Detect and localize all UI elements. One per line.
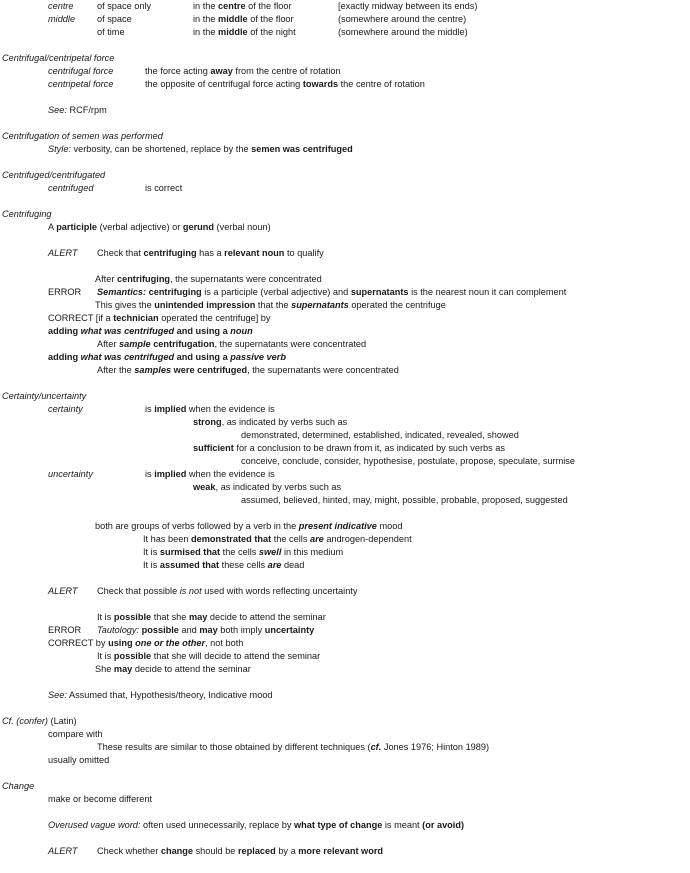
text-run: relevant noun <box>224 248 285 258</box>
text-run: (somewhere around the middle) <box>338 27 468 37</box>
text-run: centrifuging <box>143 248 197 258</box>
text-run: of the night <box>247 27 296 37</box>
text-run: sample <box>118 339 151 349</box>
text-line <box>48 625 81 636</box>
text-run: that she <box>151 612 189 622</box>
text-line <box>338 14 466 25</box>
text-run: and <box>178 625 200 635</box>
text-run: when the evidence is <box>186 404 275 414</box>
text-line <box>97 365 399 376</box>
text-run: is a participle (verbal adjective) and <box>201 287 351 297</box>
text-run: (verbal noun) <box>213 222 271 232</box>
text-run: , not both <box>205 638 244 648</box>
text-run: It is <box>97 651 114 661</box>
text-run: centrifuged <box>48 183 94 193</box>
text-line <box>241 430 519 441</box>
text-run: adding <box>48 352 81 362</box>
text-run: may <box>188 612 208 622</box>
text-run: centripetal force <box>48 79 114 89</box>
entry-heading <box>2 53 114 64</box>
text-run: are <box>309 534 324 544</box>
text-run: supernatants <box>350 287 409 297</box>
text-run: to qualify <box>284 248 324 258</box>
text-run: CORRECT by <box>48 638 109 648</box>
text-run: for a conclusion to be drawn from it, as indicated by such verbs as <box>233 443 506 453</box>
text-run: using <box>108 638 136 648</box>
text-run: After <box>95 274 117 284</box>
text-run: is correct <box>145 183 183 193</box>
text-line <box>97 1 151 12</box>
text-run: noun <box>230 326 253 336</box>
text-run: the cells <box>220 547 259 557</box>
text-run: change <box>160 846 194 856</box>
text-line <box>95 521 402 532</box>
text-run: [exactly midway between its ends) <box>338 1 478 11</box>
text-run: one or the other <box>135 638 206 648</box>
text-line <box>48 794 152 805</box>
text-run: decide to attend the seminar <box>207 612 326 622</box>
text-run: in this medium <box>281 547 344 557</box>
text-line <box>338 1 477 12</box>
text-line <box>145 404 275 415</box>
text-run: It is <box>143 560 160 570</box>
text-run: compare with <box>48 729 103 739</box>
text-run: (somewhere around the centre) <box>338 14 467 24</box>
text-line <box>193 417 347 428</box>
text-line <box>145 469 275 480</box>
text-run: , the supernatants were concentrated <box>214 339 367 349</box>
text-run: Cf. (confer) <box>2 716 48 726</box>
text-run: It is <box>97 612 114 622</box>
text-line <box>48 66 113 77</box>
text-run: After the <box>97 365 135 375</box>
text-run: is not <box>179 586 202 596</box>
text-run: what type of change <box>294 820 383 830</box>
text-run: RCF/rpm <box>66 105 107 115</box>
text-run: ERROR <box>48 625 82 635</box>
text-run: assumed that <box>159 560 220 570</box>
text-line <box>241 495 568 506</box>
text-line <box>241 456 575 467</box>
text-line <box>193 1 292 12</box>
text-run: possible <box>113 651 152 661</box>
text-run: participle <box>56 222 98 232</box>
text-line <box>48 820 464 831</box>
text-line <box>48 14 75 25</box>
entry-heading <box>2 716 77 727</box>
text-run: uncertainty <box>48 469 93 479</box>
text-run: both imply <box>217 625 265 635</box>
text-run: of the floor <box>247 14 294 24</box>
text-run: in the <box>193 27 219 37</box>
text-line <box>48 326 253 337</box>
text-line <box>48 690 273 701</box>
text-run: and using a <box>174 326 231 336</box>
text-line <box>48 313 271 324</box>
text-run: possible <box>141 625 179 635</box>
text-run: supernatants <box>291 300 349 310</box>
text-run: centrifugal force <box>48 66 114 76</box>
text-run: strong <box>193 417 222 427</box>
text-run: conceive, conclude, consider, hypothesise, postulate, propose, speculate, surmise <box>241 456 576 466</box>
text-run: the cells <box>271 534 310 544</box>
text-run: See: <box>48 690 67 700</box>
text-run: , the supernatants were concentrated <box>170 274 322 284</box>
text-run: Jones 1976; Hinton 1989) <box>381 742 490 752</box>
text-run: is <box>145 404 155 414</box>
text-run: in the <box>193 14 219 24</box>
text-line <box>97 846 383 857</box>
text-run: ALERT <box>48 586 78 596</box>
text-line <box>48 729 103 740</box>
text-run: Tautology: <box>97 625 140 635</box>
text-line <box>48 105 107 116</box>
text-run: adding <box>48 326 81 336</box>
text-line <box>48 846 77 857</box>
text-run: swell <box>258 547 282 557</box>
text-run: , as indicated by verbs such as <box>215 482 342 492</box>
text-run: what was centrifuged <box>80 326 175 336</box>
text-run: mood <box>376 521 403 531</box>
text-run: towards <box>302 79 339 89</box>
text-run: were centrifuged <box>171 365 248 375</box>
text-run: possible <box>113 612 152 622</box>
text-run: present indicative <box>298 521 377 531</box>
text-line <box>97 287 566 298</box>
text-run: centrifuging <box>148 287 202 297</box>
text-run: has a <box>196 248 225 258</box>
text-line <box>97 27 125 38</box>
text-run: implied <box>154 469 187 479</box>
text-run: of time <box>97 27 125 37</box>
text-line <box>95 274 322 285</box>
text-line <box>48 79 113 90</box>
entry-heading <box>2 209 52 220</box>
text-run: , the supernatants were concentrated <box>247 365 399 375</box>
text-run: operated the centrifuge <box>348 300 446 310</box>
text-run: cf. <box>370 742 382 752</box>
entry-heading <box>2 391 86 402</box>
text-run: uncertainty <box>264 625 315 635</box>
text-run: After <box>97 339 119 349</box>
text-run: ALERT <box>48 846 78 856</box>
text-run: when the evidence is <box>186 469 275 479</box>
text-line <box>97 742 489 753</box>
text-run: ALERT <box>48 248 78 258</box>
text-line <box>95 664 251 675</box>
text-run: unintended impression <box>154 300 256 310</box>
text-run: the centre of rotation <box>338 79 425 89</box>
text-run: gerund <box>182 222 214 232</box>
text-run: , as indicated by verbs such as <box>221 417 348 427</box>
text-line <box>48 144 353 155</box>
text-run: Style: <box>48 144 71 154</box>
text-line <box>143 547 343 558</box>
text-run: weak <box>193 482 216 492</box>
text-run: in the <box>193 1 219 11</box>
text-run: make or become different <box>48 794 153 804</box>
text-run: of space <box>97 14 132 24</box>
text-line <box>48 352 286 363</box>
text-run: Centrifuged/centrifugated <box>2 170 106 180</box>
entry-heading <box>2 131 163 142</box>
text-run: operated the centrifuge] by <box>158 313 271 323</box>
text-run: sufficient <box>193 443 234 453</box>
text-line <box>95 300 446 311</box>
text-run: more relevant word <box>298 846 384 856</box>
text-run: replaced <box>237 846 276 856</box>
text-line <box>97 612 326 623</box>
text-run: Check whether <box>97 846 161 856</box>
text-line <box>145 79 425 90</box>
text-run: Centrifugal/centripetal force <box>2 53 115 63</box>
text-run: centre <box>218 1 246 11</box>
text-line <box>48 469 93 480</box>
text-run: (verbal adjective) or <box>97 222 183 232</box>
text-run: of space only <box>97 1 152 11</box>
text-run: (Latin) <box>47 716 77 726</box>
text-run: demonstrated, determined, established, indicated, revealed, showed <box>241 430 519 440</box>
text-run: Certainty/uncertainty <box>2 391 87 401</box>
text-line <box>97 586 357 597</box>
text-run: verbosity, can be shortened, replace by the <box>70 144 252 154</box>
text-line <box>48 222 271 233</box>
text-run: These results are similar to those obtained by different techniques ( <box>97 742 371 752</box>
text-run: these cells <box>219 560 268 570</box>
text-line <box>48 404 83 415</box>
text-run: usually omitted <box>48 755 110 765</box>
text-run: the force acting <box>145 66 211 76</box>
text-run: are <box>267 560 282 570</box>
text-line <box>48 586 77 597</box>
text-line <box>48 183 93 194</box>
text-line <box>48 248 77 259</box>
text-run: certainty <box>48 404 83 414</box>
text-line <box>97 339 366 350</box>
text-run: what was centrifuged <box>80 352 175 362</box>
text-run: Semantics: <box>97 287 147 297</box>
text-line <box>48 1 74 12</box>
text-run: ERROR <box>48 287 82 297</box>
text-run: centre <box>48 1 74 11</box>
text-run: middle <box>218 27 248 37</box>
text-line <box>193 14 294 25</box>
text-run: should be <box>193 846 238 856</box>
text-run: surmised that <box>159 547 221 557</box>
text-run: Change <box>2 781 35 791</box>
text-run: by a <box>275 846 299 856</box>
text-run: It has been <box>143 534 192 544</box>
text-run: CORRECT [if a <box>48 313 114 323</box>
text-run: Assumed that, Hypothesis/theory, Indicative mood <box>66 690 273 700</box>
text-line <box>97 651 320 662</box>
text-run: that she will decide to attend the seminar <box>151 651 321 661</box>
text-run: Overused vague word: <box>48 820 141 830</box>
text-line <box>193 482 341 493</box>
text-run: often used unnecessarily, replace by <box>140 820 294 830</box>
text-run: Check that possible <box>97 586 180 596</box>
text-run: It is <box>143 547 160 557</box>
text-line <box>48 638 243 649</box>
text-line <box>97 14 132 25</box>
text-line <box>145 66 341 77</box>
text-run: Check that <box>97 248 144 258</box>
text-run: demonstrated that <box>191 534 272 544</box>
text-run: passive verb <box>230 352 286 362</box>
text-run: away <box>210 66 233 76</box>
text-run: may <box>113 664 133 674</box>
text-run: This gives the <box>95 300 155 310</box>
text-run: and using a <box>174 352 231 362</box>
text-run: semen was centrifuged <box>251 144 353 154</box>
text-run: centrifuging <box>116 274 171 284</box>
text-line <box>143 534 412 545</box>
text-run: Centrifugation of semen was performed <box>2 131 163 141</box>
text-run: is the nearest noun it can complement <box>408 287 567 297</box>
text-run: from the centre of rotation <box>232 66 341 76</box>
text-run: of the floor <box>245 1 292 11</box>
text-run: decide to attend the seminar <box>132 664 251 674</box>
text-line <box>48 287 81 298</box>
text-run: is <box>145 469 155 479</box>
text-line <box>97 248 324 259</box>
text-run: Centrifuging <box>2 209 52 219</box>
text-line <box>143 560 304 571</box>
text-line <box>48 755 109 766</box>
entry-heading <box>2 781 34 792</box>
text-run: used with words reflecting uncertainty <box>201 586 358 596</box>
text-run: androgen-dependent <box>323 534 412 544</box>
entry-heading <box>2 170 105 181</box>
text-line <box>338 27 468 38</box>
text-run: is meant <box>382 820 423 830</box>
text-run: middle <box>48 14 76 24</box>
text-run: centrifugation <box>150 339 215 349</box>
text-line <box>193 27 296 38</box>
text-line <box>145 183 182 194</box>
text-run: A <box>48 222 57 232</box>
text-run: that the <box>255 300 292 310</box>
text-line <box>193 443 505 454</box>
text-line <box>97 625 314 636</box>
text-run: technician <box>113 313 159 323</box>
text-run: may <box>199 625 218 635</box>
text-run: See: <box>48 105 67 115</box>
text-run: implied <box>154 404 187 414</box>
text-run: dead <box>281 560 305 570</box>
text-run: She <box>95 664 114 674</box>
text-run: (or avoid) <box>422 820 465 830</box>
text-run: both are groups of verbs followed by a verb in the <box>95 521 299 531</box>
text-run: samples <box>134 365 172 375</box>
text-run: assumed, believed, hinted, may, might, possible, probable, proposed, suggested <box>241 495 568 505</box>
text-run: the opposite of centrifugal force acting <box>145 79 303 89</box>
text-run: middle <box>218 14 248 24</box>
